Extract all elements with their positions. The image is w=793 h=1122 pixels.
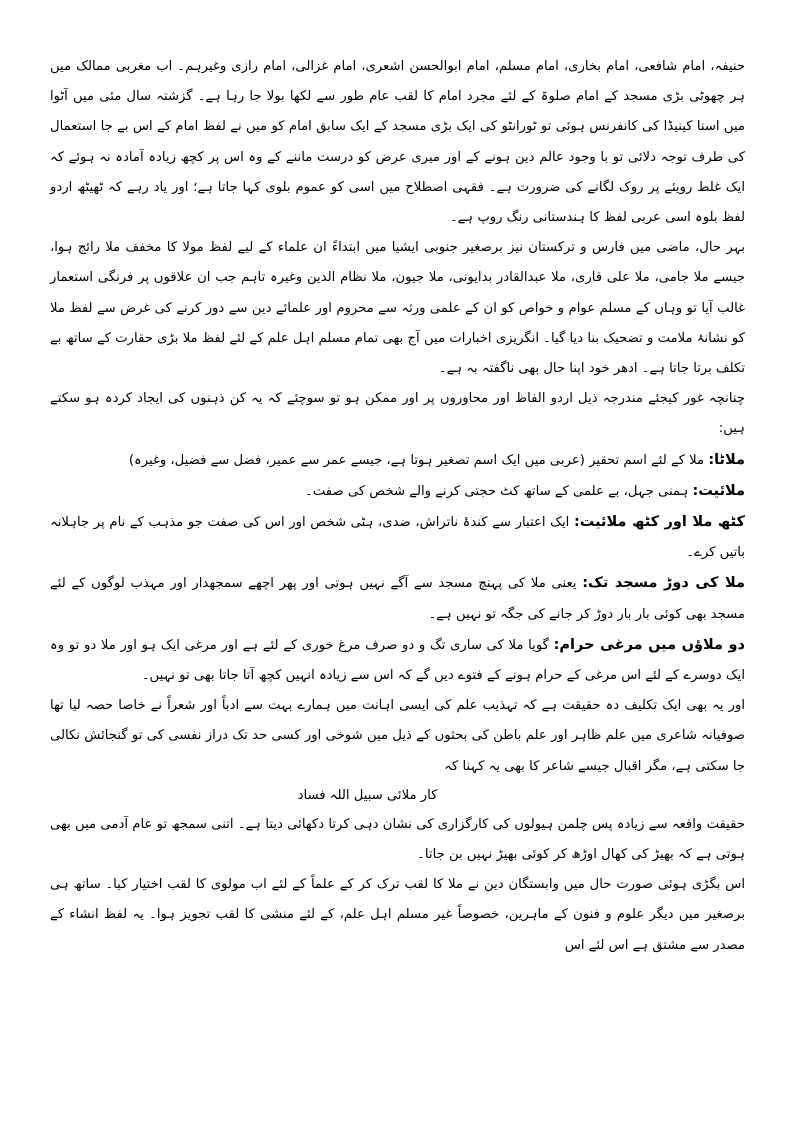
definition-text: ملا کے لئے اسم تحقیر (عربی میں ایک اسم تصغیر ہوتا ہے، جیسے عمر سے عمیر، فضل سے فضیل، وغیرہ): [128, 452, 709, 468]
definition-do-mullaon: [50, 630, 745, 691]
paragraph-11: اس بگڑی ہوئی صورت حال میں وابستگان دین نے ملا کا لقب ترک کر کے علماً کے لئے اب مولوی کا لقب اختیار کیا۔ ساتھ ہی برصغیر میں دیگر علوم و فنون کے ماہرین، خصوصاً غیر مسلم اہل علم، کے لئے منشی کا لقب تجویز ہوا۔ یہ لفظ انشاء کے مصدر سے مشتق ہے اس لئے اس: [50, 877, 745, 953]
definition-text: یعنی ملا کی پہنچ مسجد سے آگے نہیں ہوتی اور پھر اچھے سمجھدار اور مہذب لوگوں کے لئے مسجد بھی کوئی بار بار دوڑ کر جانے کی جگہ تو نہیں ہے۔: [50, 576, 745, 622]
paragraph-9: اور یہ بھی ایک تکلیف دہ حقیقت ہے کہ تہذیب علم کی ایسی اہانت میں ہمارے بہت سے ادباً اور شعراً نے خاصا حصہ لیا تھا صوفیانہ شاعری میں علم ظاہر اور علم باطن کی بحثوں کے ذیل میں شوخی اور کسی حد تک دراز نفسی کی تو گنجائش نکالی جا سکتی ہے، مگر اقبال جیسے شاعر کا بھی یہ کہنا کہ: [50, 698, 745, 774]
paragraph-10: حقیقت واقعہ سے زیادہ پس چلمن ہیولوں کی کارگزاری کی نشان دہی کرتا دکھائی دیتا ہے۔ اتنی سمجھ تو عام آدمی میں بھی ہوتی ہے کہ بھیڑ کی کھال اوڑھ کر کوئی بھیڑ نہیں بن جاتا۔: [50, 816, 745, 863]
definition-text: گویا ملا کی ساری تگ و دو صرف مرغ خوری کے لئے ہے اور مرغی ایک ہو اور ملا دو تو وہ ایک دوسرے کے لئے اس مرغی کے حرام ہونے کے فتوے دیں گے کہ اس سے زیادہ انہیں کچھ آتا جاتا بھی تو نہیں۔: [50, 637, 745, 684]
paragraph-1: حنیفہ، امام شافعی، امام بخاری، امام مسلم، امام ابوالحسن اشعری، امام غزالی، امام رازی وغیرہم۔ اب مغربی ممالک میں ہر چھوٹی بڑی مسجد کے امام صلوۃ کے لئے مجرد امام کا لقب عام طور سے لکھا بولا جا رہا ہے۔ گزشتہ سال مئی میں آٹوا میں اسنا کینیڈا کی کانفرنس ہوئی تو ٹورانٹو کی ایک بڑی مسجد کے ایک سابق امام کو میں نے لفظ امام کے اس بے جا استعمال کی طرف توجہ دلائی تو با وجود عالم دین ہونے کے اور میری عرض کو درست ماننے کے وہ اس پر کچھ زیادہ آمادہ نہ ہوئے کہ ایک غلط رویئے پر روک لگانے کی ضرورت ہے۔ فقہی اصطلاح میں اسی کو عموم بلوی کہا جاتا ہے؛ اور یاد رہے کہ ٹھیٹھ اردو لفظ بلوہ اسی عربی لفظ کا ہندستانی رنگ روپ ہے۔: [50, 59, 745, 226]
definition-term: کٹھ ملا اور کٹھ ملائیت:: [573, 514, 745, 531]
definition-text: ہمنی جہل، بے علمی کے ساتھ کٹ حجتی کرنے والے شخص کی صفت۔: [305, 483, 693, 499]
paragraph-2: بہر حال، ماضی میں فارس و ترکستان نیز برصغیر جنوبی ایشیا میں ابتداءً ان علماء کے لیے لفظ مولا کا مخفف ملا رائج ہوا، جیسے ملا جامی، ملا علی قاری، ملا عبدالقادر بدایونی، ملا جیون، ملا نظام الدین وغیرہ تاہم جب ان علاقوں پر فرنگی استعمار غالب آیا تو وہاں کے مسلم عوام و خواص کو ان کے علمی ورثہ سے محروم اور علمائے دین سے دور کرنے کی غرض سے لفظ ملا کو نشانۂ ملامت و تضحیک بنا دیا گیا۔ انگریزی اخبارات میں آج بھی تمام مسلم اہل علم کے لئے لفظ ملا بڑی حقارت کے ساتھ بے تکلف برتا جاتا ہے۔ ادھر خود اپنا حال بھی ناگفتہ بہ ہے۔: [50, 240, 745, 377]
definition-term: ملا کی دوڑ مسجد تک:: [582, 575, 745, 592]
definition-mullaiyat: [50, 476, 745, 507]
definition-term: ملاٹا:: [708, 451, 745, 468]
verse-line: کار ملائی سبیل اللہ فساد: [297, 787, 438, 803]
definition-mulla-ki-daur: [50, 568, 745, 629]
definition-mulata: [50, 445, 745, 476]
definition-text: ایک اعتبار سے کندۂ ناتراش، ضدی، ہٹی شخص اور اس کی صفت جو مذہب کے نام پر جاہلانہ باتیں کرے۔: [50, 515, 745, 561]
definition-term: دو ملاؤں میں مرغی حرام:: [553, 636, 745, 653]
definition-term: ملائیت:: [692, 482, 745, 499]
document-page: [50, 52, 745, 961]
definition-kath-mulla: [50, 507, 745, 568]
paragraph-3: چنانچہ غور کیجئے مندرجہ ذیل اردو الفاظ اور محاوروں پر اور ممکن ہو تو سوچئے کہ یہ کن ذہنوں کی ایجاد کردہ ہو سکتے ہیں:: [50, 391, 745, 437]
